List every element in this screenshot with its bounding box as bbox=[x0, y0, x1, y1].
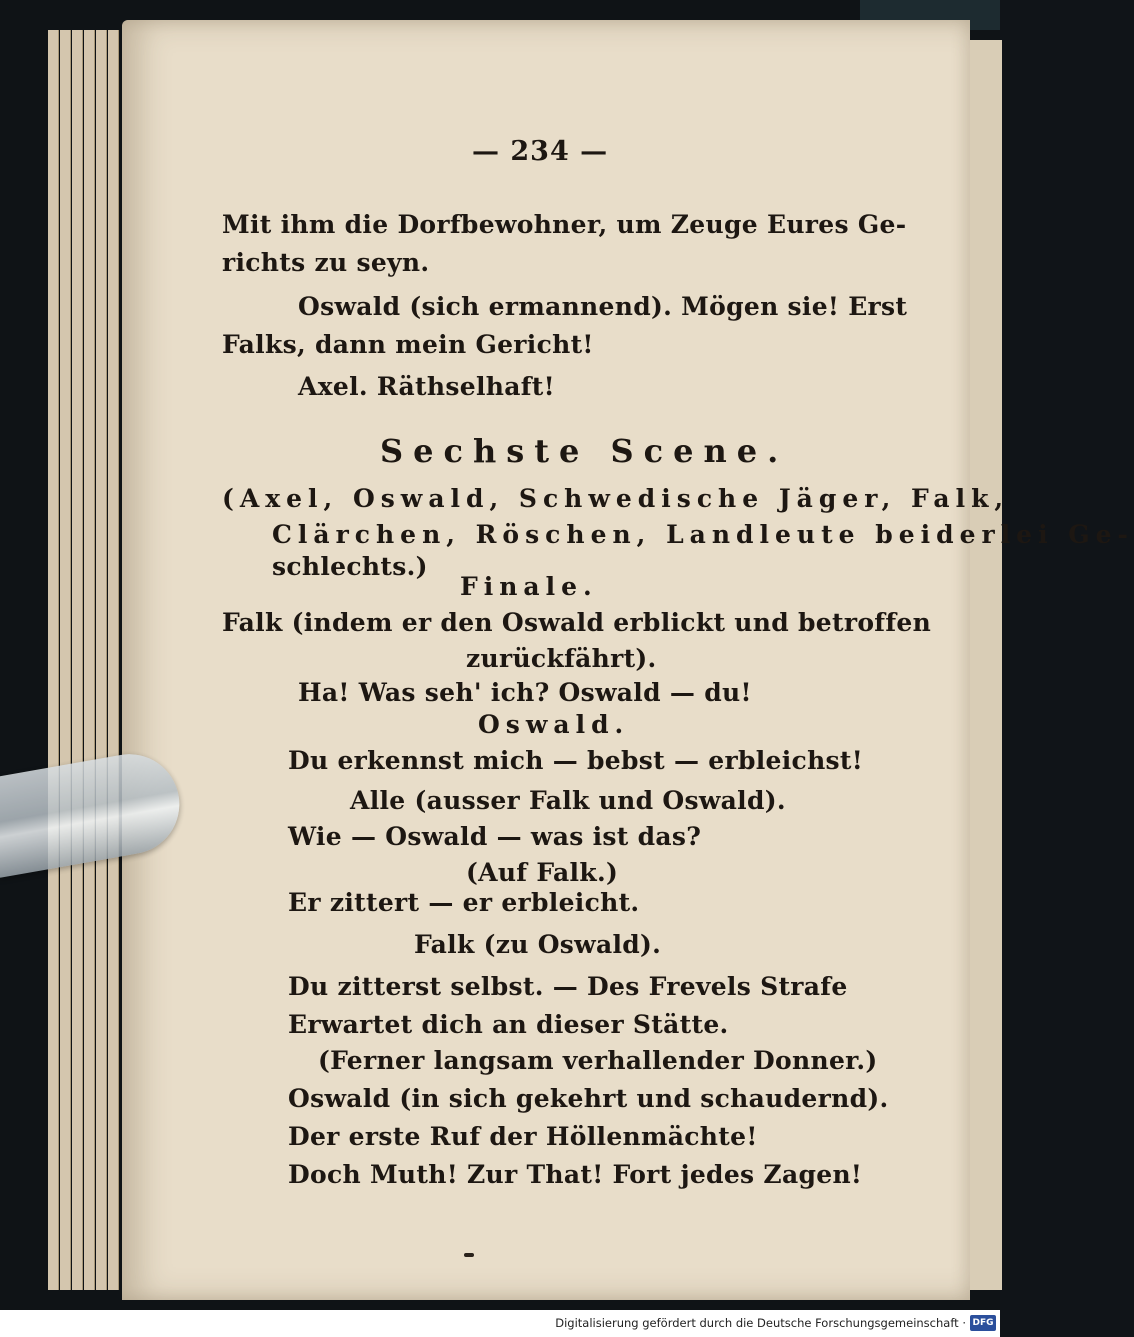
text-line: Der erste Ruf der Höllenmächte! bbox=[288, 1122, 758, 1151]
text-line: Alle (ausser Falk und Oswald). bbox=[350, 786, 786, 815]
text-line: Axel. Räthselhaft! bbox=[298, 372, 555, 401]
text-line: zurückfährt). bbox=[466, 644, 657, 673]
section-heading: Finale. bbox=[460, 572, 598, 601]
page-stack-edge bbox=[48, 30, 59, 1290]
scene-heading: Sechste Scene. bbox=[380, 432, 789, 470]
book-page bbox=[122, 20, 1134, 1300]
text-line: Clärchen, Röschen, Landleute beiderlei Ge- bbox=[272, 520, 1134, 549]
text-line: schlechts.) bbox=[272, 552, 428, 581]
text-line: Falk (zu Oswald). bbox=[414, 930, 662, 959]
page-stack-edge bbox=[84, 30, 95, 1290]
text-line: (Axel, Oswald, Schwedische Jäger, Falk, bbox=[222, 484, 1010, 513]
text-line: Du zitterst selbst. — Des Frevels Strafe bbox=[288, 972, 848, 1001]
text-line: Falks, dann mein Gericht! bbox=[222, 330, 594, 359]
text-line: Erwartet dich an dieser Stätte. bbox=[288, 1010, 729, 1039]
page-stack-edge bbox=[96, 30, 107, 1290]
text-line: Oswald (sich ermannend). Mögen sie! Erst bbox=[298, 292, 908, 321]
page-stack-edge bbox=[60, 30, 71, 1290]
text-line: (Auf Falk.) bbox=[466, 858, 619, 887]
text-line: Wie — Oswald — was ist das? bbox=[288, 822, 702, 851]
printer-mark bbox=[464, 1253, 474, 1257]
text-line: Oswald (in sich gekehrt und schaudernd). bbox=[288, 1084, 889, 1113]
text-line: richts zu seyn. bbox=[222, 248, 430, 277]
page-stack-edge bbox=[108, 30, 119, 1290]
text-line: Ha! Was seh' ich? Oswald — du! bbox=[298, 678, 752, 707]
text-line: Falk (indem er den Oswald erblickt und betroffen bbox=[222, 608, 932, 637]
page-number: — 234 — bbox=[472, 136, 609, 167]
text-line: Doch Muth! Zur That! Fort jedes Zagen! bbox=[288, 1160, 863, 1189]
text-line: Mit ihm die Dorfbewohner, um Zeuge Eures Ge- bbox=[222, 210, 907, 239]
page-stack-edge bbox=[72, 30, 83, 1290]
scan-footer bbox=[0, 1310, 1000, 1337]
footer-credit: Digitalisierung gefördert durch die Deutsche Forschungsgemeinschaft · bbox=[555, 1316, 966, 1330]
speaker-name: Oswald. bbox=[478, 710, 630, 739]
text-line: (Ferner langsam verhallender Donner.) bbox=[318, 1046, 878, 1075]
text-line: Er zittert — er erbleicht. bbox=[288, 888, 640, 917]
dfg-logo: DFG bbox=[970, 1315, 996, 1331]
text-line: Du erkennst mich — bebst — erbleichst! bbox=[288, 746, 864, 775]
